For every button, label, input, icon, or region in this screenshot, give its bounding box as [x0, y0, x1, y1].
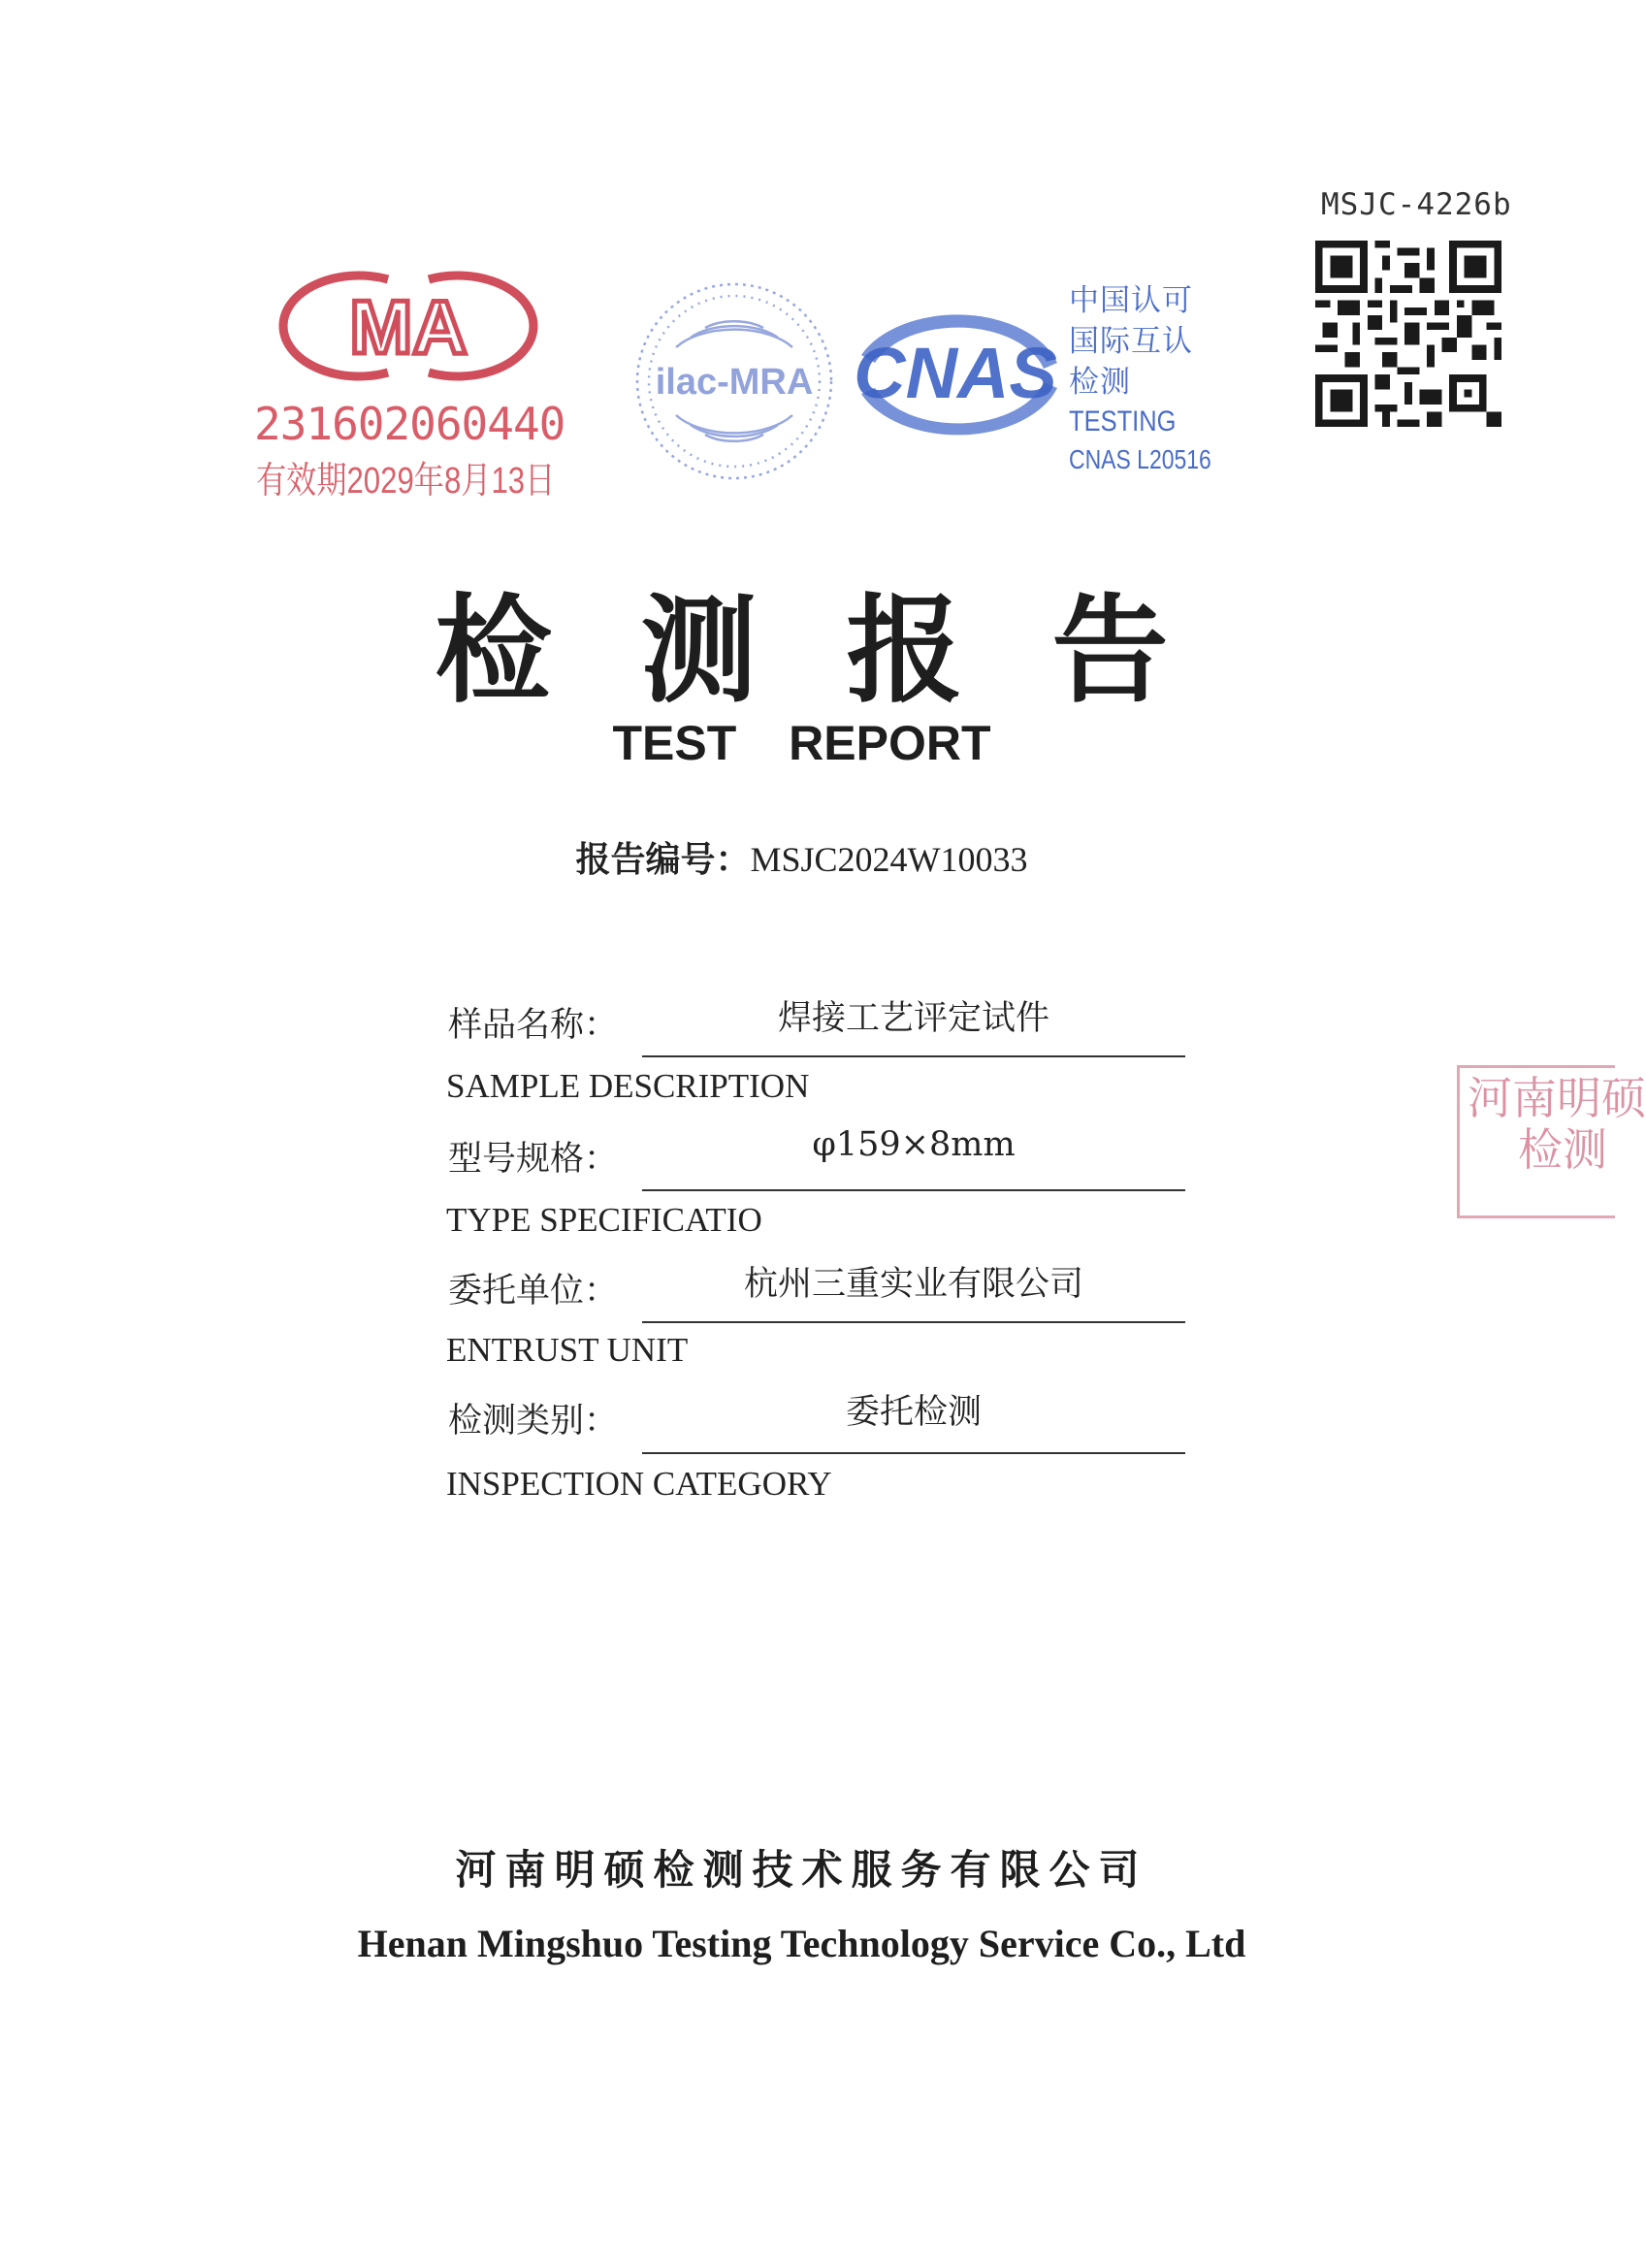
- cnas-line-1: 中国认可: [1069, 283, 1193, 317]
- company-name-en: Henan Mingshuo Testing Technology Service Co., Ltd: [357, 1922, 1246, 1965]
- cnas-line-4: TESTING: [1069, 405, 1177, 437]
- cnas-line-2: 国际互认: [1069, 324, 1193, 358]
- document-code: MSJC-4226b: [1321, 187, 1512, 222]
- report-number: [0, 832, 1603, 882]
- sample-name-underline: [642, 1055, 1185, 1057]
- svg-text:CNAS: CNAS: [854, 333, 1057, 413]
- svg-text:MA: MA: [349, 284, 468, 370]
- svg-text:ilac-MRA: ilac-MRA: [655, 362, 814, 403]
- entrust-unit-label-en: ENTRUST UNIT: [446, 1331, 689, 1369]
- cma-logo: [283, 270, 533, 382]
- inspection-category-label-en: INSPECTION CATEGORY: [446, 1465, 832, 1503]
- report-number-value: MSJC2024W10033: [750, 840, 1028, 879]
- cnas-logo: [840, 287, 1071, 468]
- entrust-unit-value: 杭州三重实业有限公司: [743, 1265, 1083, 1304]
- report-title-cn: 检测报告: [435, 582, 1258, 719]
- report-title-en: TEST REPORT: [612, 716, 991, 770]
- inspection-category-value: 委托检测: [845, 1393, 982, 1432]
- entrust-unit-label: 委托单位：: [448, 1272, 619, 1311]
- entrust-unit-underline: [642, 1321, 1185, 1323]
- type-specification-label-en: TYPE SPECIFICATIO: [446, 1201, 762, 1239]
- cma-number: 231602060440: [254, 398, 565, 450]
- cnas-code: CNAS L20516: [1069, 444, 1211, 474]
- type-spec-underline: [642, 1189, 1185, 1191]
- cma-stamp: [254, 264, 574, 502]
- ilac-mra-logo: [632, 279, 836, 483]
- type-spec-label: 型号规格：: [448, 1140, 619, 1179]
- cma-validity: 有效期2029年8月13日: [256, 461, 556, 502]
- type-spec-value: φ159×8mm: [812, 1125, 1016, 1164]
- company-seal-partial: [1457, 1065, 1646, 1218]
- sample-name-value: 焊接工艺评定试件: [777, 999, 1049, 1038]
- seal-line-1: 河南明硕: [1468, 1074, 1646, 1123]
- seal-line-2: 检测: [1518, 1124, 1607, 1175]
- inspection-category-underline: [642, 1452, 1185, 1454]
- cnas-line-3: 检测: [1069, 365, 1131, 399]
- cnas-accreditation-text: [1069, 285, 1243, 473]
- sample-description-label-en: SAMPLE DESCRIPTION: [446, 1067, 810, 1105]
- report-number-label: 报告编号：: [575, 840, 751, 880]
- company-name-cn: 河南明硕检测技术服务有限公司: [455, 1846, 1148, 1894]
- inspection-category-label: 检测类别：: [448, 1402, 619, 1441]
- qr-code: [1315, 239, 1501, 429]
- sample-name-label: 样品名称：: [448, 1006, 619, 1045]
